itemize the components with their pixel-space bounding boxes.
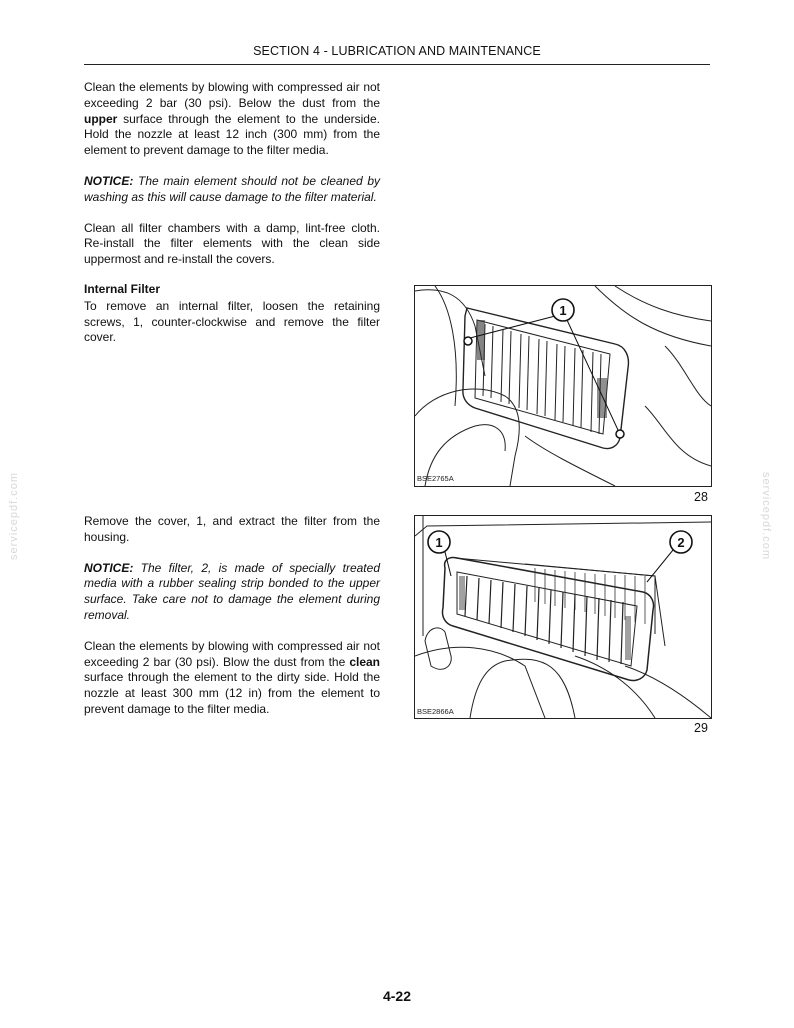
figure-29-illustration xyxy=(415,516,711,718)
paragraph-remove-internal-filter: To remove an internal filter, loosen the retaining screws, 1, counter-clockwise and remove the filter cover. xyxy=(84,298,380,345)
section-header: SECTION 4 - LUBRICATION AND MAINTENANCE xyxy=(253,44,541,58)
figure-28-code: BSE2765A xyxy=(417,474,454,483)
callout-label-2: 2 xyxy=(677,535,685,550)
internal-filter-heading: Internal Filter xyxy=(84,281,161,296)
text-block-1 xyxy=(84,80,380,346)
figure-28-illustration xyxy=(415,286,711,486)
paragraph-clean-chambers: Clean all filter chambers with a damp, lint-free cloth. Re-install the filter elements with the clean side uppermost and re-install the covers. xyxy=(84,220,380,267)
callout-label-1: 1 xyxy=(435,535,443,550)
callout-label: 1 xyxy=(559,303,567,318)
header-rule xyxy=(84,64,710,65)
figure-29 xyxy=(414,515,712,719)
notice-paragraph-2: NOTICE: The filter, 2, is made of specially treated media with a rubber sealing strip bonded to the upper surface. Take care not to damage the element during removal. xyxy=(84,560,380,622)
watermark-right: servicepdf.com xyxy=(759,472,772,560)
paragraph-clean-elements: Clean the elements by blowing with compressed air not exceeding 2 bar (30 psi). Below the dust from the upper surface through the element to the underside. Hold the nozzle at least 12 inch (300 mm) from the element to prevent damage to the filter media. xyxy=(84,80,380,158)
notice-paragraph: NOTICE: The main element should not be cleaned by washing as this will cause damage to the filter material. xyxy=(84,173,380,204)
figure-29-number: 29 xyxy=(694,721,708,735)
figure-28 xyxy=(414,285,712,487)
paragraph-remove-cover: Remove the cover, 1, and extract the filter from the housing. xyxy=(84,514,380,544)
figure-28-number: 28 xyxy=(694,490,708,504)
page-number: 4-22 xyxy=(382,988,412,1004)
watermark-left: servicepdf.com xyxy=(7,472,20,560)
text-block-2 xyxy=(84,514,380,718)
paragraph-clean-elements-2: Clean the elements by blowing with compressed air not exceeding 2 bar (30 psi). Blow the dust from the clean surface through the element to the dirty side. Hold the nozzle at least 300 mm (12 in) from the element to prevent damage to the filter media. xyxy=(84,638,380,716)
figure-29-code: BSE2866A xyxy=(417,707,454,716)
